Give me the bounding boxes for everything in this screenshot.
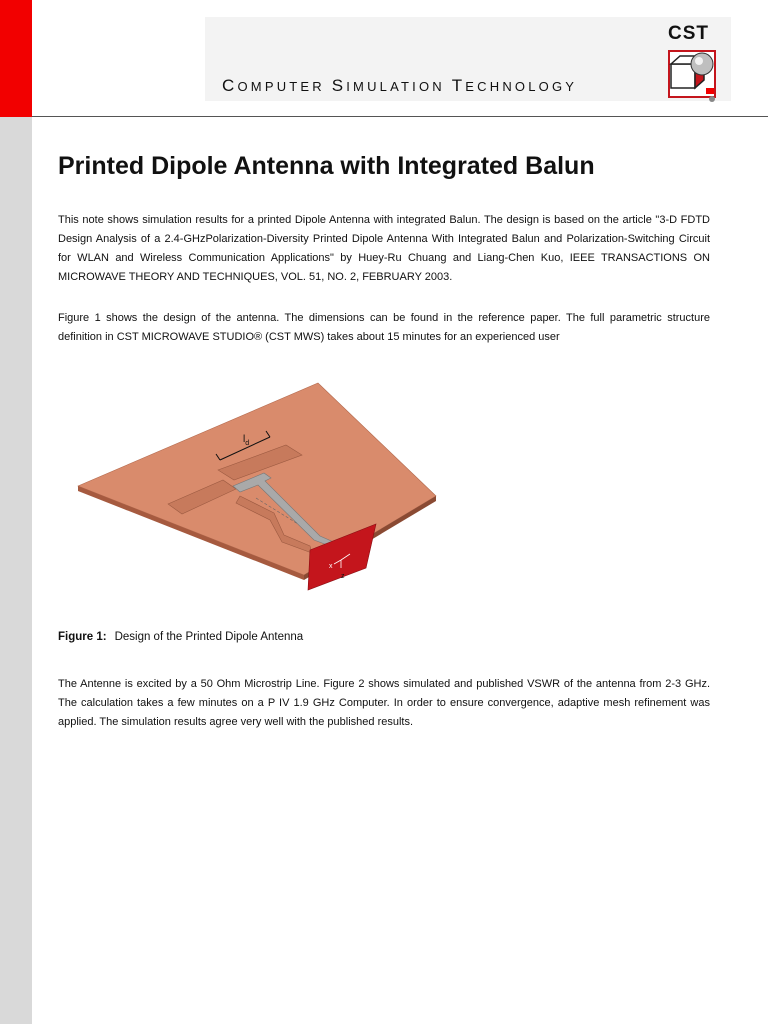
page-title: Printed Dipole Antenna with Integrated Balun bbox=[58, 152, 595, 180]
axis-x-label: x bbox=[329, 563, 333, 570]
design-paragraph: Figure 1 shows the design of the antenna. The dimensions can be found in the reference paper. The full parametric structure definition in CST MICROWAVE STUDIO® (CST MWS) takes about 15 minutes for an experienced user bbox=[58, 312, 710, 343]
dimension-label: $l_d$ bbox=[243, 434, 250, 447]
axis-z-label: z bbox=[341, 573, 345, 580]
intro-paragraph: This note shows simulation results for a printed Dipole Antenna with integrated Balun. The design is based on the article "3-D FDTD Design Analysis of a 2.4-GHzPolarization-Diversity Printed Dipole Antenna With Integrated Balun and Polarization-Switching Circuit for WLAN and Wireless Communication Applications" by Huey-Ru Chuang and Liang-Chen Kuo, IEEE TRANSACTIONS ON MICROWAVE THEORY AND TECHNIQUES, VOL. 51, NO. 2, FEBRUARY 2003. bbox=[58, 214, 710, 283]
brand-name: CST bbox=[668, 23, 709, 44]
company-tagline: COMPUTER SIMULATION TECHNOLOGY bbox=[222, 76, 578, 95]
figure-caption bbox=[58, 631, 303, 643]
figure-caption-text: Design of the Printed Dipole Antenna bbox=[114, 631, 304, 643]
results-paragraph: The Antenne is excited by a 50 Ohm Microstrip Line. Figure 2 shows simulated and published VSWR of the antenna from 2-3 GHz. The calculation takes a few minutes on a P IV 1.9 GHz Computer. In order to ensure convergence, adaptive mesh refinement was applied. The simulation results agree very well with the published results. bbox=[58, 678, 710, 728]
left-sidebar-accent bbox=[0, 0, 32, 117]
cst-logo-icon bbox=[668, 50, 722, 104]
figure-label: Figure 1: bbox=[58, 631, 107, 643]
header-divider bbox=[32, 116, 768, 117]
left-sidebar bbox=[0, 0, 32, 1024]
antenna-figure bbox=[58, 368, 458, 608]
